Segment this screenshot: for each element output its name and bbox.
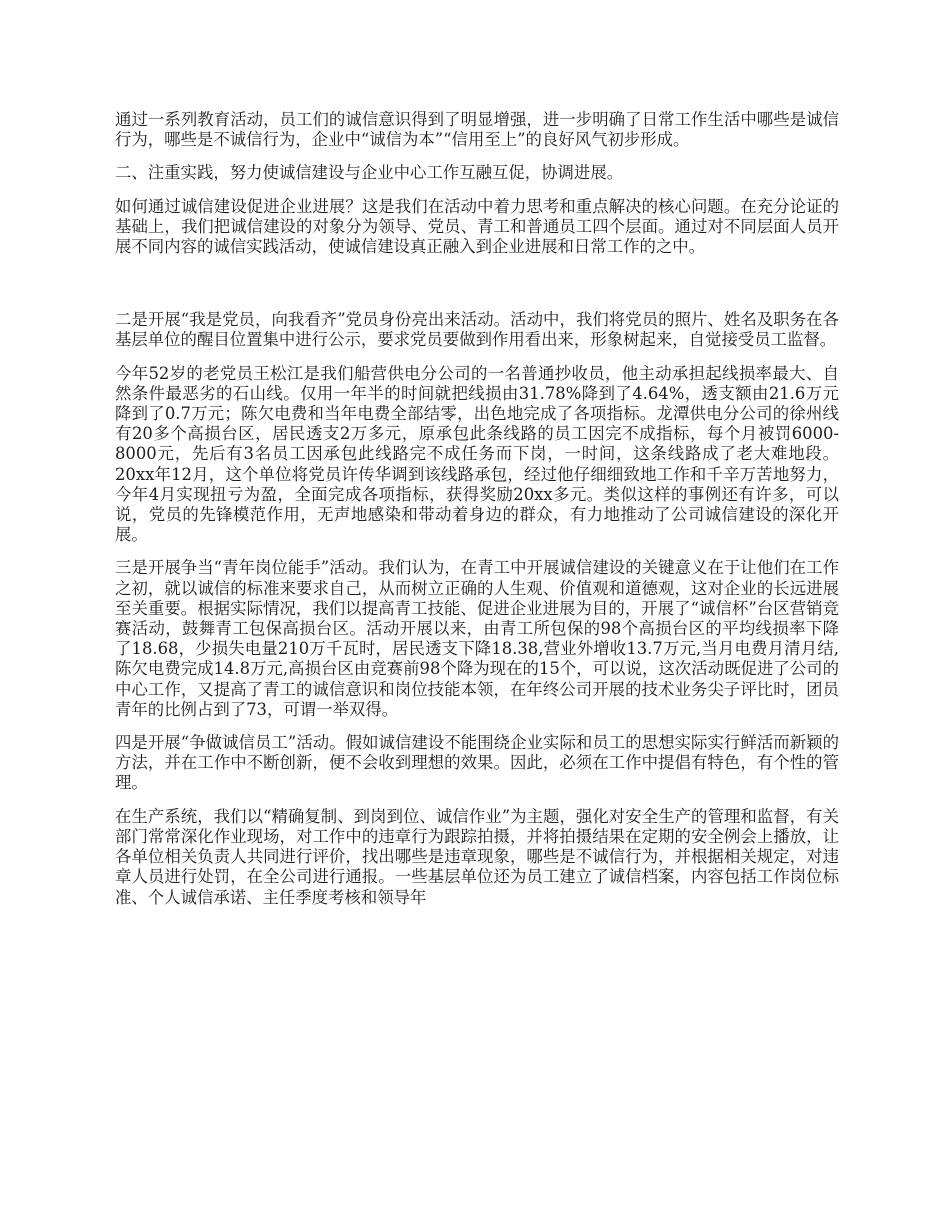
paragraph-party-member-activity: 二是开展“我是党员，向我看齐”党员身份亮出来活动。活动中，我们将党员的照片、姓名及职务在各基层单位的醒目位置集中进行公示，要求党员要做到作用看出来，形象树起来，自觉接受员工监督。	[115, 310, 839, 350]
paragraph-production-system: 在生产系统，我们以“精确复制、到岗到位、诚信作业”为主题，强化对安全生产的管理和监督，有关部门常常深化作业现场，对工作中的违章行为跟踪拍摄，并将拍摄结果在定期的安全例会上播放，让各单位相关负责人共同进行评价，找出哪些是违章现象，哪些是不诚信行为，并根据相关规定，对违章人员进行处罚，在全公司进行通报。一些基层单位还为员工建立了诚信档案，内容包括工作岗位标准、个人诚信承诺、主任季度考核和领导年	[115, 806, 839, 907]
document-page	[115, 110, 839, 921]
section-heading-practice: 二、注重实践，努力使诚信建设与企业中心工作互融互促，协调进展。	[115, 163, 624, 183]
paragraph-party-member-example: 今年52岁的老党员王松江是我们船营供电分公司的一名普通抄收员，他主动承担起线损率最大、自然条件最恶劣的石山线。仅用一年半的时间就把线损由31.78%降到了4.64%，透支额由21.6万元降到了0.7万元；陈欠电费和当年电费全部结零，出色地完成了各项指标。龙潭供电分公司的徐州线有20多个高损台区，居民透支2万多元，原承包此条线路的员工因完不成指标，每个月被罚6000-8000元，先后有3名员工因承包此线路完不成任务而下岗，一时间，这条线路成了老大难地段。20xx年12月，这个单位将党员许传华调到该线路承包，经过他仔细细致地工作和千辛万苦地努力，今年4月实现扭亏为盈，全面完成各项指标，获得奖励20xx多元。类似这样的事例还有许多，可以说，党员的先锋模范作用，无声地感染和带动着身边的群众，有力地推动了公司诚信建设的深化开展。	[115, 363, 839, 545]
paragraph-core-question: 如何通过诚信建设促进企业进展？这是我们在活动中着力思考和重点解决的核心问题。在充分论证的基础上，我们把诚信建设的对象分为领导、党员、青工和普通员工四个层面。通过对不同层面人员开展不同内容的诚信实践活动，使诚信建设真正融入到企业进展和日常工作的之中。	[115, 196, 839, 257]
paragraph-honest-employee-activity: 四是开展“争做诚信员工”活动。假如诚信建设不能围绕企业实际和员工的思想实际实行鲜活而新颖的方法，并在工作中不断创新，便不会收到理想的效果。因此，必须在工作中提倡有特色，有个性的管理。	[115, 733, 839, 793]
paragraph-youth-activity: 三是开展争当“青年岗位能手”活动。我们认为，在青工中开展诚信建设的关键意义在于让他们在工作之初，就以诚信的标准来要求自己，从而树立正确的人生观、价值观和道德观，这对企业的长远进展至关重要。根据实际情况，我们以提高青工技能、促进企业进展为目的，开展了“诚信杯”台区营销竞赛活动，鼓舞青工包保高损台区。活动开展以来，由青工所包保的98个高损台区的平均线损率下降了18.68，少损失电量210万千瓦时，居民透支下降18.38,营业外增收13.7万元,当月电费月清月结,陈欠电费完成14.8万元,高损台区由竞赛前98个降为现在的15个，可以说，这次活动既促进了公司的中心工作，又提高了青工的诚信意识和岗位技能本领，在年终公司开展的技术业务尖子评比时，团员青年的比例占到了73，可谓一举双得。	[115, 558, 839, 719]
paragraph-education-result: 通过一系列教育活动，员工们的诚信意识得到了明显增强，进一步明确了日常工作生活中哪些是诚信行为，哪些是不诚信行为，企业中“诚信为本”“信用至上”的良好风气初步形成。	[115, 110, 839, 150]
